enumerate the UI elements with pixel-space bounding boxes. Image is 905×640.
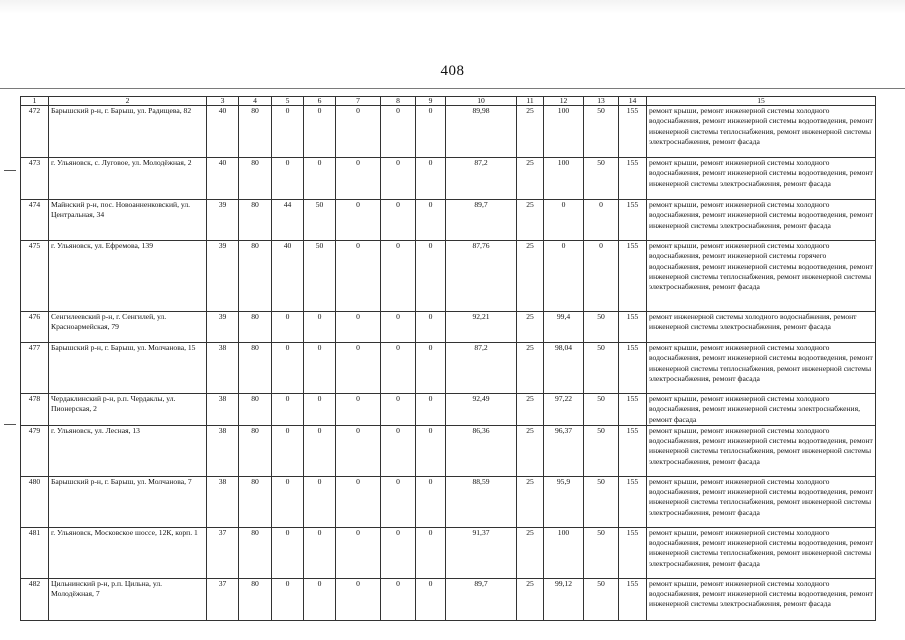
header-row [21,97,876,106]
works-cell: ремонт крыши, ремонт инженерной системы холодного водоснабжения, ремонт инженерной системы водоотведения, ремонт инженерной системы теплоснабжения, ремонт инженерной системы электроснабжения, ремонт фасада [647,106,876,158]
value-cell: 100 [544,527,584,578]
value-cell: 155 [619,527,647,578]
value-cell: 0 [272,476,304,527]
value-cell: 92,49 [446,394,517,426]
value-cell: 155 [619,578,647,620]
header-cell: 2 [49,97,207,106]
row-number: 474 [21,200,49,241]
address-cell: г. Ульяновск, с. Луговое, ул. Молодёжная, 2 [49,158,207,200]
value-cell: 0 [336,476,381,527]
value-cell: 0 [584,200,619,241]
address-cell: г. Ульяновск, Московское шоссе, 12К, корп. 1 [49,527,207,578]
works-cell: ремонт крыши, ремонт инженерной системы холодного водоснабжения, ремонт инженерной системы водоотведения, ремонт инженерной системы теплоснабжения, ремонт инженерной системы электроснабжения, ремонт фасада [647,343,876,394]
header-cell: 11 [517,97,544,106]
value-cell: 0 [304,527,336,578]
works-cell: ремонт крыши, ремонт инженерной системы холодного водоснабжения, ремонт инженерной системы горячего водоснабжения, ремонт инженерной системы водоотведения, ремонт инженерной системы теплоснабжения, ремонт инженерной системы электроснабжения, ремонт фасада [647,241,876,312]
value-cell: 50 [584,578,619,620]
value-cell: 0 [416,425,446,476]
value-cell: 155 [619,425,647,476]
value-cell: 97,22 [544,394,584,426]
table-row [21,106,876,158]
table-row [21,425,876,476]
works-cell: ремонт крыши, ремонт инженерной системы холодного водоснабжения, ремонт инженерной системы водоотведения, ремонт инженерной системы электроснабжения, ремонт фасада [647,578,876,620]
value-cell: 0 [416,578,446,620]
header-cell: 15 [647,97,876,106]
value-cell: 0 [381,106,416,158]
value-cell: 40 [207,158,239,200]
repair-table [20,96,876,621]
value-cell: 0 [381,578,416,620]
works-cell: ремонт крыши, ремонт инженерной системы холодного водоснабжения, ремонт инженерной системы водоотведения, ремонт инженерной системы теплоснабжения, ремонт инженерной системы электроснабжения, ремонт фасада [647,476,876,527]
value-cell: 155 [619,106,647,158]
value-cell: 155 [619,158,647,200]
value-cell: 50 [304,241,336,312]
works-cell: ремонт инженерной системы холодного водоснабжения, ремонт инженерной системы электроснабжения, ремонт фасада [647,312,876,343]
value-cell: 25 [517,241,544,312]
value-cell: 89,98 [446,106,517,158]
value-cell: 80 [239,241,272,312]
value-cell: 25 [517,527,544,578]
value-cell: 96,37 [544,425,584,476]
value-cell: 50 [584,343,619,394]
works-cell: ремонт крыши, ремонт инженерной системы холодного водоснабжения, ремонт инженерной системы водоотведения, ремонт инженерной системы электроснабжения, ремонт фасада [647,158,876,200]
address-cell: Майнский р-н, пос. Новоанненковский, ул. Центральная, 34 [49,200,207,241]
scan-shadow [0,0,905,14]
value-cell: 0 [416,527,446,578]
value-cell: 80 [239,578,272,620]
row-number: 476 [21,312,49,343]
value-cell: 0 [336,312,381,343]
value-cell: 155 [619,312,647,343]
row-number: 481 [21,527,49,578]
value-cell: 40 [272,241,304,312]
table-row [21,527,876,578]
header-cell: 3 [207,97,239,106]
value-cell: 86,36 [446,425,517,476]
row-number: 480 [21,476,49,527]
row-number: 477 [21,343,49,394]
header-cell: 8 [381,97,416,106]
row-number: 478 [21,394,49,426]
address-cell: Сенгилеевский р-н, г. Сенгилей, ул. Красноармейская, 79 [49,312,207,343]
value-cell: 0 [304,158,336,200]
value-cell: 0 [544,241,584,312]
value-cell: 50 [584,394,619,426]
value-cell: 0 [336,106,381,158]
value-cell: 155 [619,241,647,312]
value-cell: 0 [381,241,416,312]
table-row [21,200,876,241]
value-cell: 89,7 [446,578,517,620]
address-cell: Чердаклинский р-н, р.п. Чердаклы, ул. Пионерская, 2 [49,394,207,426]
address-cell: г. Ульяновск, ул. Ефремова, 139 [49,241,207,312]
value-cell: 0 [304,106,336,158]
value-cell: 88,59 [446,476,517,527]
value-cell: 80 [239,106,272,158]
value-cell: 0 [381,425,416,476]
value-cell: 95,9 [544,476,584,527]
value-cell: 87,2 [446,158,517,200]
value-cell: 0 [416,106,446,158]
value-cell: 25 [517,200,544,241]
value-cell: 155 [619,394,647,426]
value-cell: 0 [336,394,381,426]
value-cell: 0 [272,425,304,476]
row-number: 475 [21,241,49,312]
value-cell: 80 [239,425,272,476]
table-row [21,394,876,426]
value-cell: 98,04 [544,343,584,394]
value-cell: 0 [272,106,304,158]
value-cell: 38 [207,476,239,527]
value-cell: 80 [239,158,272,200]
value-cell: 0 [416,200,446,241]
value-cell: 0 [336,425,381,476]
value-cell: 0 [272,394,304,426]
value-cell: 25 [517,343,544,394]
value-cell: 0 [336,158,381,200]
value-cell: 0 [304,578,336,620]
value-cell: 25 [517,578,544,620]
value-cell: 99,4 [544,312,584,343]
value-cell: 50 [584,425,619,476]
value-cell: 0 [272,578,304,620]
value-cell: 25 [517,425,544,476]
table-row [21,312,876,343]
value-cell: 0 [336,578,381,620]
value-cell: 50 [304,200,336,241]
value-cell: 91,37 [446,527,517,578]
value-cell: 80 [239,476,272,527]
header-cell: 5 [272,97,304,106]
works-cell: ремонт крыши, ремонт инженерной системы холодного водоснабжения, ремонт инженерной системы водоотведения, ремонт инженерной системы теплоснабжения, ремонт инженерной системы электроснабжения, ремонт фасада [647,527,876,578]
value-cell: 87,2 [446,343,517,394]
margin-mark [4,424,16,425]
header-cell: 4 [239,97,272,106]
value-cell: 0 [416,158,446,200]
value-cell: 0 [381,200,416,241]
value-cell: 0 [304,425,336,476]
value-cell: 50 [584,312,619,343]
value-cell: 25 [517,476,544,527]
address-cell: г. Ульяновск, ул. Лесная, 13 [49,425,207,476]
value-cell: 0 [381,312,416,343]
value-cell: 50 [584,158,619,200]
value-cell: 0 [381,476,416,527]
value-cell: 100 [544,106,584,158]
address-cell: Цильнинский р-н, р.п. Цильна, ул. Молодёжная, 7 [49,578,207,620]
value-cell: 0 [336,241,381,312]
value-cell: 80 [239,200,272,241]
value-cell: 0 [272,312,304,343]
value-cell: 0 [336,343,381,394]
row-number: 472 [21,106,49,158]
value-cell: 0 [544,200,584,241]
address-cell: Барышский р-н, г. Барыш, ул. Радищева, 82 [49,106,207,158]
header-cell: 10 [446,97,517,106]
table-row [21,158,876,200]
value-cell: 80 [239,527,272,578]
value-cell: 0 [272,343,304,394]
header-cell: 7 [336,97,381,106]
value-cell: 0 [584,241,619,312]
header-cell: 14 [619,97,647,106]
value-cell: 80 [239,343,272,394]
value-cell: 0 [416,476,446,527]
value-cell: 0 [336,200,381,241]
value-cell: 0 [416,312,446,343]
value-cell: 0 [304,476,336,527]
header-cell: 12 [544,97,584,106]
table-row [21,578,876,620]
header-cell: 9 [416,97,446,106]
value-cell: 92,21 [446,312,517,343]
page-number: 408 [440,63,465,79]
header-cell: 13 [584,97,619,106]
value-cell: 44 [272,200,304,241]
row-number: 479 [21,425,49,476]
value-cell: 80 [239,312,272,343]
value-cell: 37 [207,578,239,620]
value-cell: 25 [517,158,544,200]
value-cell: 50 [584,106,619,158]
value-cell: 0 [416,241,446,312]
works-cell: ремонт крыши, ремонт инженерной системы холодного водоснабжения, ремонт инженерной системы водоотведения, ремонт инженерной системы электроснабжения, ремонт фасада [647,200,876,241]
table-row [21,476,876,527]
value-cell: 0 [381,158,416,200]
row-number: 473 [21,158,49,200]
value-cell: 39 [207,200,239,241]
header-cell: 6 [304,97,336,106]
value-cell: 80 [239,394,272,426]
margin-mark [4,170,16,171]
page-fold-line [0,88,905,89]
value-cell: 0 [336,527,381,578]
header-cell: 1 [21,97,49,106]
value-cell: 38 [207,343,239,394]
value-cell: 40 [207,106,239,158]
value-cell: 0 [304,343,336,394]
value-cell: 38 [207,394,239,426]
value-cell: 87,76 [446,241,517,312]
value-cell: 0 [381,343,416,394]
value-cell: 0 [381,527,416,578]
value-cell: 38 [207,425,239,476]
value-cell: 99,12 [544,578,584,620]
address-cell: Барышский р-н, г. Барыш, ул. Молчанова, 7 [49,476,207,527]
value-cell: 0 [381,394,416,426]
value-cell: 0 [416,394,446,426]
table-row [21,343,876,394]
table-row [21,241,876,312]
value-cell: 89,7 [446,200,517,241]
value-cell: 25 [517,106,544,158]
value-cell: 37 [207,527,239,578]
value-cell: 0 [304,394,336,426]
row-number: 482 [21,578,49,620]
value-cell: 155 [619,343,647,394]
value-cell: 0 [272,158,304,200]
value-cell: 0 [416,343,446,394]
value-cell: 0 [272,527,304,578]
works-cell: ремонт крыши, ремонт инженерной системы холодного водоснабжения, ремонт инженерной системы водоотведения, ремонт инженерной системы теплоснабжения, ремонт инженерной системы электроснабжения, ремонт фасада [647,425,876,476]
value-cell: 155 [619,200,647,241]
value-cell: 25 [517,394,544,426]
value-cell: 50 [584,527,619,578]
value-cell: 25 [517,312,544,343]
value-cell: 155 [619,476,647,527]
value-cell: 100 [544,158,584,200]
value-cell: 0 [304,312,336,343]
address-cell: Барышский р-н, г. Барыш, ул. Молчанова, 15 [49,343,207,394]
value-cell: 50 [584,476,619,527]
value-cell: 39 [207,312,239,343]
works-cell: ремонт крыши, ремонт инженерной системы холодного водоснабжения, ремонт инженерной системы электроснабжения, ремонт фасада [647,394,876,426]
value-cell: 39 [207,241,239,312]
